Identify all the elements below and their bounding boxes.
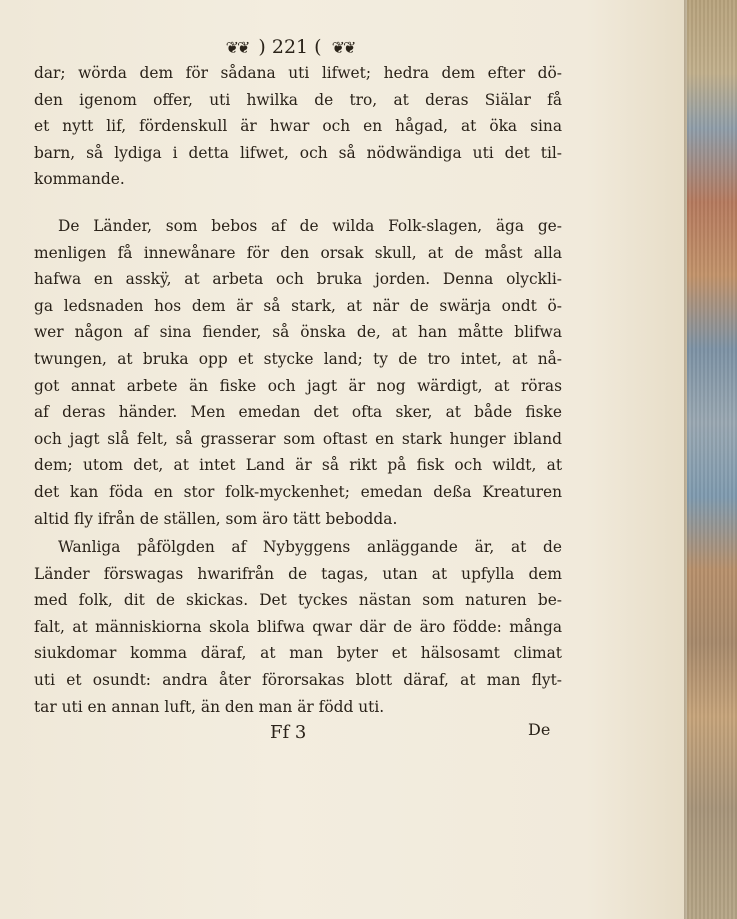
page-number: ) 221 ( (258, 36, 322, 58)
text-line: siukdomar komma däraf, at man byter et hälsosamt climat (34, 644, 562, 663)
paragraph-1 (34, 60, 562, 193)
text-line: hafwa en asskÿ, at arbeta och bruka jorden. Denna olyckli- (34, 270, 562, 289)
text-line: menligen få innewånare för den orsak skull, at de måst alla (34, 243, 562, 262)
text-line: twungen, at bruka opp et stycke land; ty de tro intet, at nå- (34, 349, 562, 368)
text-line: Wanliga påfölgden af Nybyggens anläggande är, at de (58, 538, 562, 556)
paragraph-2 (34, 213, 562, 532)
text-line: altid fly ifrån de ställen, som äro tätt bebodda. (34, 509, 398, 528)
text-line: det kan föda en stor folk-myckenhet; emedan deßa Kreaturen (34, 482, 562, 501)
page-header (160, 34, 420, 60)
text-line: och jagt slå felt, så grasserar som oftast en stark hunger ibland (34, 429, 562, 448)
text-line: De Länder, som bebos af de wilda Folk-slagen, äga ge- (58, 217, 562, 235)
text-line: ga ledsnaden hos dem är så stark, at när de swärja ondt ö- (34, 296, 562, 315)
book-fore-edge (687, 0, 737, 919)
text-line: Länder förswagas hwarifrån de tagas, utan at upfylla dem (34, 564, 562, 583)
signature-mark: Ff 3 (270, 722, 307, 743)
text-line: kommande. (34, 170, 125, 189)
ornament-right-icon: ❦❦ (331, 37, 355, 57)
text-line: med folk, dit de skickas. Det tyckes nästan som naturen be- (34, 591, 562, 610)
text-line: dem; utom det, at intet Land är så rikt på fisk och wildt, at (34, 456, 562, 475)
text-line: den igenom offer, uti hwilka de tro, at deras Siälar få (34, 90, 562, 109)
text-line: tar uti en annan luft, än den man är född uti. (34, 697, 385, 716)
ornament-left-icon: ❦❦ (225, 37, 249, 57)
text-line: got annat arbete än fiske och jagt är nog wärdigt, at röras (34, 376, 562, 395)
paragraph-3 (34, 534, 562, 720)
text-line: af deras händer. Men emedan det ofta sker, at både fiske (34, 403, 562, 422)
text-line: dar; wörda dem för sådana uti lifwet; hedra dem efter dö- (34, 64, 562, 82)
text-line: et nytt lif, fördenskull är hwar och en hågad, at öka sina (34, 117, 562, 136)
text-line: falt, at människiorna skola blifwa qwar där de äro födde: många (34, 617, 562, 636)
catchword: De (528, 720, 551, 739)
text-line: uti et osundt: andra åter förorsakas blott däraf, at man flyt- (34, 670, 562, 689)
text-line: wer någon af sina fiender, så önska de, at han måtte blifwa (34, 323, 562, 342)
text-line: barn, så lydiga i detta lifwet, och så nödwändiga uti det til- (34, 143, 562, 162)
